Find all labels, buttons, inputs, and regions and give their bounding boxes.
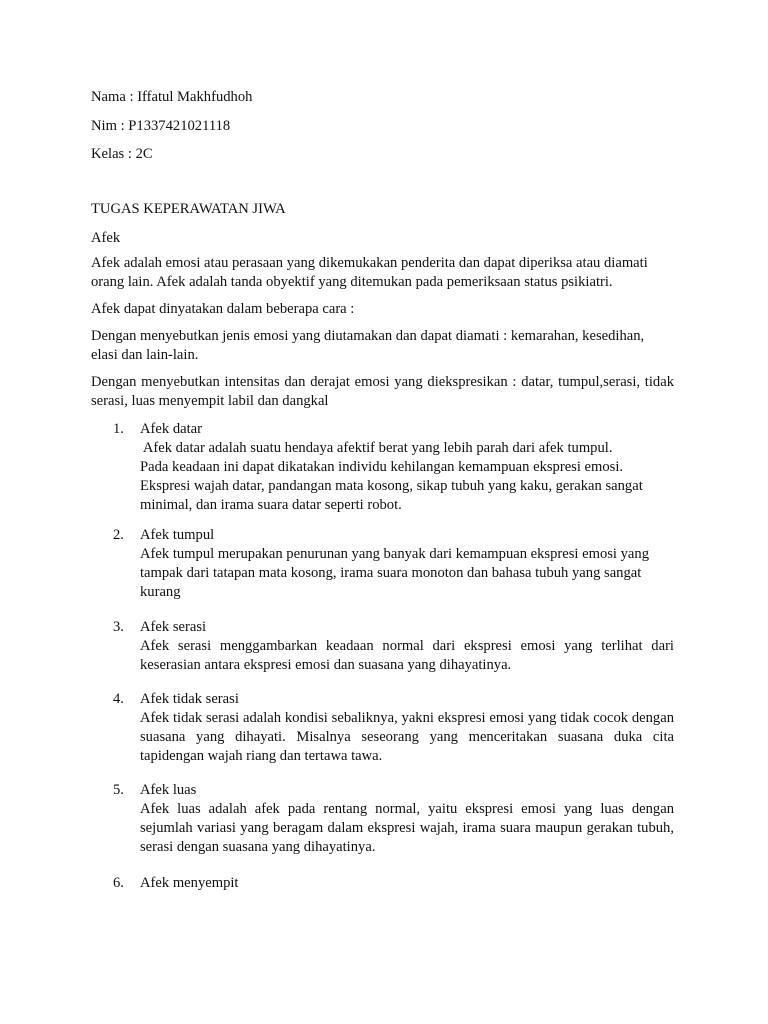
student-nim: Nim : P1337421021118 — [91, 118, 231, 134]
list-item-number: 5. — [113, 782, 124, 798]
list-item-number: 2. — [113, 527, 124, 543]
list-item-title: Afek menyempit — [140, 875, 239, 891]
list-item-title: Afek serasi — [140, 619, 207, 635]
by-type-paragraph: Dengan menyebutkan jenis emosi yang diutamakan dan dapat diamati : kemarahan, kesedihan, elasi dan lain-lain. — [91, 328, 645, 363]
list-item-number: 3. — [113, 619, 124, 635]
list-item-body — [140, 439, 674, 515]
list-item-line: minimal, dan irama suara datar seperti robot. — [140, 497, 402, 513]
list-item-number: 4. — [113, 691, 124, 707]
list-item-number: 1. — [113, 421, 124, 437]
list-item-line: Afek datar adalah suatu hendaya afektif berat yang lebih parah dari afek tumpul. — [140, 440, 613, 456]
list-item-line: Pada keadaan ini dapat dikatakan individu kehilangan kemampuan ekspresi emosi. — [140, 459, 624, 475]
list-item-body: Afek serasi menggambarkan keadaan normal dari ekspresi emosi yang terlihat dari keserasian antara ekspresi emosi dan suasana yang dihayatinya. — [140, 638, 674, 673]
ways-paragraph: Afek dapat dinyatakan dalam beberapa cara : — [91, 301, 355, 317]
list-item-body: Afek tidak serasi adalah kondisi sebaliknya, yakni ekspresi emosi yang tidak cocok dengan suasana yang dihayati. Misalnya seseorang yang menceritakan suasana duka cita tapidengan wajah riang dan tertawa tawa. — [140, 710, 674, 764]
list-item-title: Afek tidak serasi — [140, 691, 239, 707]
student-class: Kelas : 2C — [91, 146, 153, 162]
list-item-line: Ekspresi wajah datar, pandangan mata kosong, sikap tubuh yang kaku, gerakan sangat — [140, 478, 643, 494]
document-title: TUGAS KEPERAWATAN JIWA — [91, 201, 286, 217]
list-item-body: Afek tumpul merupakan penurunan yang banyak dari kemampuan ekspresi emosi yang tampak dari tatapan mata kosong, irama suara monoton dan bahasa tubuh yang sangat kurang — [140, 546, 650, 600]
by-intensity-paragraph: Dengan menyebutkan intensitas dan derajat emosi yang diekspresikan : datar, tumpul,serasi, tidak serasi, luas menyempit labil dan dangkal — [91, 374, 674, 409]
section-heading: Afek — [91, 230, 121, 246]
list-item-number: 6. — [113, 875, 124, 891]
list-item-title: Afek datar — [140, 421, 202, 437]
list-item-body: Afek luas adalah afek pada rentang normal, yaitu ekspresi emosi yang luas dengan sejumlah variasi yang beragam dalam ekspresi wajah, irama suara maupun gerakan tubuh, serasi dengan suasana yang dihayatinya. — [140, 801, 674, 855]
list-item-title: Afek tumpul — [140, 527, 215, 543]
list-item-title: Afek luas — [140, 782, 197, 798]
definition-paragraph: Afek adalah emosi atau perasaan yang dikemukakan penderita dan dapat diperiksa atau diamati orang lain. Afek adalah tanda obyektif yang ditemukan pada pemeriksaan status psikiatri. — [91, 255, 648, 290]
student-name: Nama : Iffatul Makhfudhoh — [91, 89, 253, 105]
